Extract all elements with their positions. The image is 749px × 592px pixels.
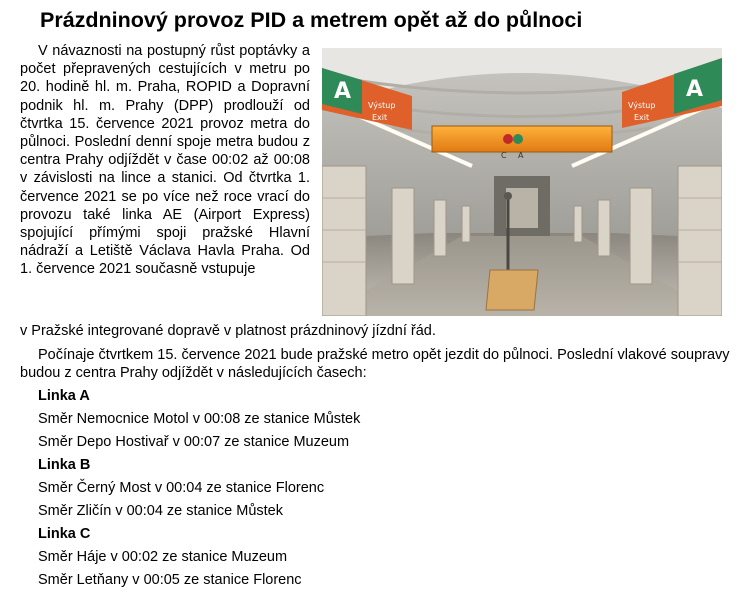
metro-station-photo	[322, 48, 722, 316]
intro-paragraph: V návaznosti na postupný růst poptávky a počet přepravených cestujících v metru po 20. hodině hl. m. Praha, ROPID a Dopravní podnik hl. m. Prahy (DPP) prodlouží od čtvrtka 15. července 2021 provoz metra do půlnoci. Poslední denní spoje metra budou z centra Prahy odjíždět v čase 00:02 až 00:08 v závislosti na lince a stanici. Od čtvrtka 1. července 2021 se po více než roce vrací do provozu také linka AE (Airport Express) spojující přímými spoji pražské Hlavní nádraží a Letiště Václava Havla Praha. Od 1. července 2021 současně vstupuje	[20, 43, 310, 278]
board-letter-a: A	[518, 151, 524, 160]
intro-paragraph-end: v Pražské integrované dopravě v platnost prázdninový jízdní řád.	[20, 323, 436, 339]
svg-text:Výstup: Výstup	[628, 101, 656, 110]
bench	[486, 270, 538, 310]
line-a-heading: Linka A	[38, 388, 90, 404]
article-title: Prázdninový provoz PID a metrem opět až do půlnoci	[40, 8, 583, 32]
line-c-heading: Linka C	[38, 526, 91, 542]
svg-text:Exit: Exit	[372, 113, 388, 122]
line-b-heading: Linka B	[38, 457, 91, 473]
departure-item: Směr Depo Hostivař v 00:07 ze stanice Muzeum	[38, 434, 350, 450]
svg-text:Exit: Exit	[634, 113, 650, 122]
line-a-dot	[513, 134, 523, 144]
departure-item: Směr Černý Most v 00:04 ze stanice Florenc	[38, 480, 325, 496]
board-letter-c: C	[501, 151, 507, 160]
departure-item: Směr Letňany v 00:05 ze stanice Florenc	[38, 572, 302, 588]
departure-item: Směr Nemocnice Motol v 00:08 ze stanice Můstek	[38, 411, 361, 427]
line-c-dot	[503, 134, 513, 144]
last-departures-list	[38, 385, 360, 592]
sign-letter-right: A	[686, 77, 704, 102]
schedule-intro-paragraph: Počínaje čtvrtkem 15. července 2021 bude pražské metro opět jezdit do půlnoci. Poslední vlakové soupravy budou z centra Prahy odjíždět v následujících časech:	[20, 347, 730, 382]
sign-letter-left: A	[334, 79, 352, 104]
departure-item: Směr Háje v 00:02 ze stanice Muzeum	[38, 549, 288, 565]
departure-item: Směr Zličín v 00:04 ze stanice Můstek	[38, 503, 283, 519]
svg-text:Výstup: Výstup	[368, 101, 396, 110]
